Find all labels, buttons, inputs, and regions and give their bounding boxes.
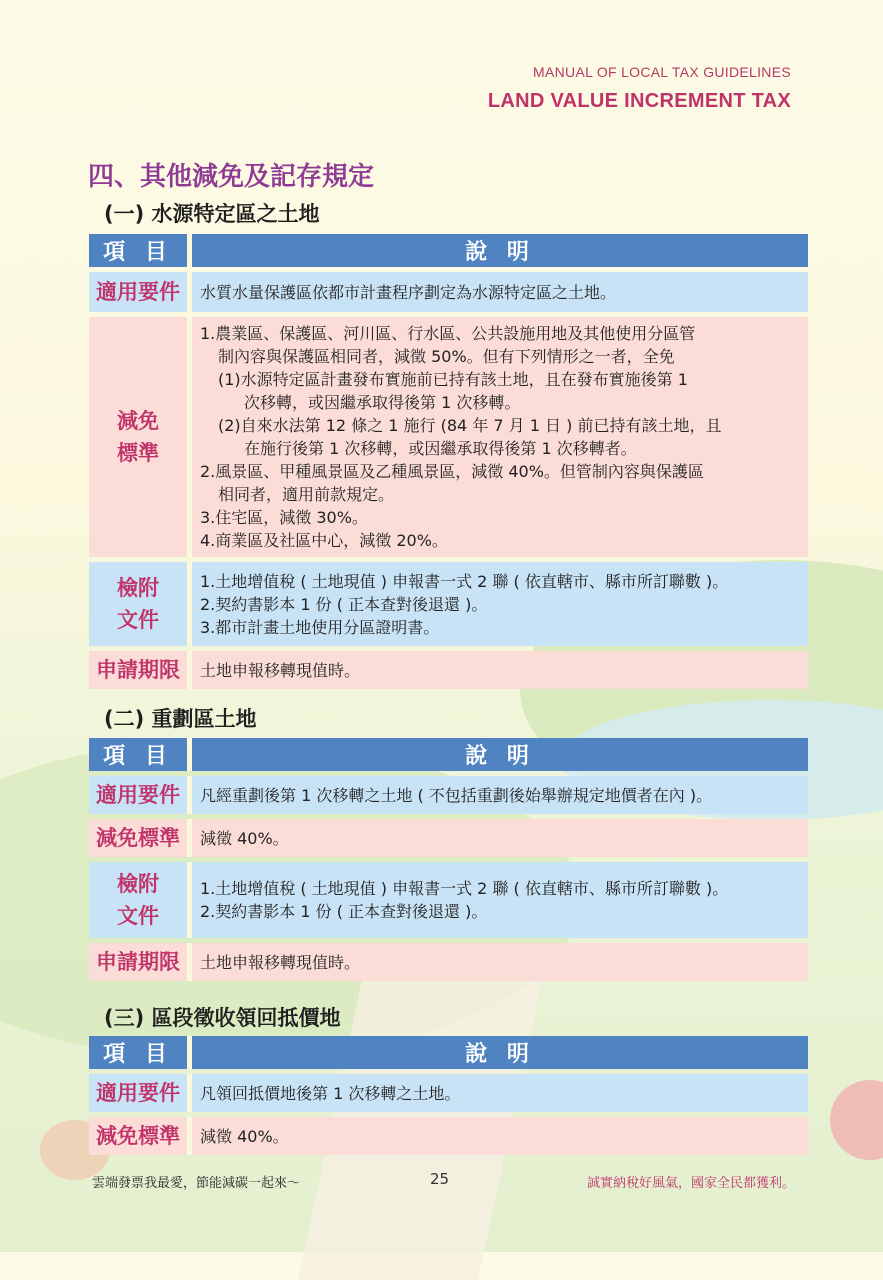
row-value: [192, 862, 808, 938]
row-value: [192, 317, 808, 557]
doc-line: 2.契約書影本 1 份 ( 正本查對後退還 )。: [200, 902, 488, 921]
row-label: 申請期限: [89, 943, 192, 981]
table-row: [89, 819, 808, 857]
std-line: 4.商業區及社區中心，減徵 20%。: [200, 531, 448, 550]
table-row: [89, 272, 808, 312]
std-line: (2)自來水法第 12 條之 1 施行 (84 年 7 月 1 日 ) 前已持有該土地，且: [218, 416, 722, 435]
row-label: 適用要件: [89, 776, 192, 814]
std-line: 2.風景區、甲種風景區及乙種風景區，減徵 40%。但管制內容與保護區: [200, 462, 704, 481]
row-label: 檢附文件: [89, 862, 192, 938]
header-desc: 說 明: [192, 234, 808, 267]
row-value: 凡經重劃後第 1 次移轉之土地 ( 不包括重劃後始舉辦規定地價者在內 )。: [192, 776, 808, 814]
row-label: 減免標準: [89, 317, 192, 557]
row-label: 減免標準: [89, 1117, 192, 1155]
table-header-row: [89, 738, 808, 771]
doc-line: 2.契約書影本 1 份 ( 正本查對後退還 )。: [200, 594, 488, 614]
row-value: 減徵 40%。: [192, 819, 808, 857]
row-value: [192, 562, 808, 646]
row-label: 適用要件: [89, 1074, 192, 1112]
row-label: 申請期限: [89, 651, 192, 689]
row-value: 水質水量保護區依都市計畫程序劃定為水源特定區之土地。: [192, 272, 808, 312]
table-row: [89, 651, 808, 689]
part1-title: (一) 水源特定區之土地: [104, 202, 320, 226]
part3-title: (三) 區段徵收領回抵價地: [104, 1006, 341, 1030]
row-value: 減徵 40%。: [192, 1117, 808, 1155]
page-number: 25: [430, 1170, 450, 1188]
part3-table: [89, 1031, 808, 1160]
std-line: 制內容與保護區相同者，減徵 50%。但有下列情形之一者，全免: [218, 347, 675, 366]
std-line: 次移轉，或因繼承取得後第 1 次移轉。: [244, 393, 521, 412]
row-label: 適用要件: [89, 272, 192, 312]
row-value: 土地申報移轉現值時。: [192, 943, 808, 981]
table-row: [89, 776, 808, 814]
row-value: 凡領回抵價地後第 1 次移轉之土地。: [192, 1074, 808, 1112]
row-label: 檢附文件: [89, 562, 192, 646]
footer-slogan-left: 雲端發票我最愛，節能減碳一起來～: [92, 1176, 301, 1191]
table-row: [89, 1117, 808, 1155]
table-row: [89, 862, 808, 938]
std-line: 3.住宅區，減徵 30%。: [200, 508, 368, 527]
table-row: [89, 943, 808, 981]
table-row: [89, 562, 808, 646]
row-value: 土地申報移轉現值時。: [192, 651, 808, 689]
part2-table: [89, 733, 808, 986]
doc-line: 1.土地增值稅 ( 土地現值 ) 申報書一式 2 聯 ( 依直轄市、縣市所訂聯數 )。: [200, 879, 729, 898]
header-item: 項 目: [89, 1036, 192, 1069]
std-line: (1)水源特定區計畫發布實施前已持有該土地，且在發布實施後第 1: [218, 370, 688, 389]
row-label: 減免標準: [89, 819, 192, 857]
section-title: 四、其他減免及記存規定: [88, 162, 375, 192]
table-header-row: [89, 234, 808, 267]
background-flower: [830, 1080, 883, 1160]
footer-slogan-right: 誠實納稅好風氣，國家全民都獲利。: [586, 1176, 795, 1191]
std-line: 相同者，適用前款規定。: [218, 485, 395, 504]
part2-title: (二) 重劃區土地: [104, 707, 257, 731]
std-line: 在施行後第 1 次移轉，或因繼承取得後第 1 次移轉者。: [244, 439, 637, 458]
table-row: [89, 317, 808, 557]
header-item: 項 目: [89, 234, 192, 267]
doc-line: 3.都市計畫土地使用分區證明書。: [200, 617, 440, 637]
part1-table: [89, 229, 808, 694]
header-desc: 說 明: [192, 1036, 808, 1069]
table-header-row: [89, 1036, 808, 1069]
header-desc: 說 明: [192, 738, 808, 771]
manual-title: MANUAL OF LOCAL TAX GUIDELINES: [533, 64, 791, 80]
table-row: [89, 1074, 808, 1112]
doc-line: 1.土地增值稅 ( 土地現值 ) 申報書一式 2 聯 ( 依直轄市、縣市所訂聯數 )。: [200, 571, 729, 591]
header-item: 項 目: [89, 738, 192, 771]
tax-title: LAND VALUE INCREMENT TAX: [487, 90, 791, 112]
std-line: 1.農業區、保護區、河川區、行水區、公共設施用地及其他使用分區管: [200, 324, 696, 343]
